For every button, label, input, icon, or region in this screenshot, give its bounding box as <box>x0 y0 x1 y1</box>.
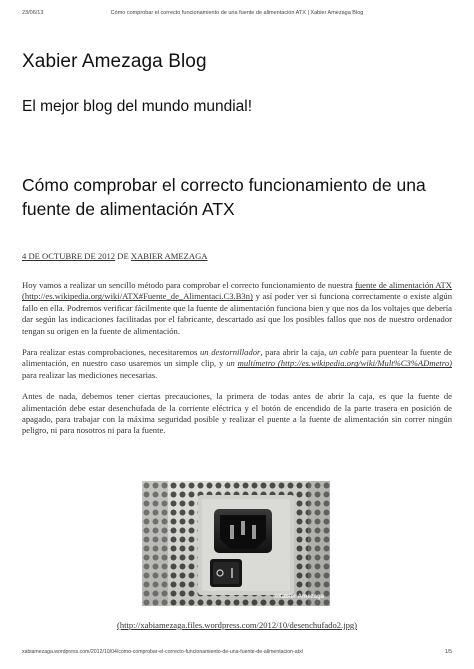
post-by-label: DE <box>117 251 129 261</box>
print-date: 23/06/13 <box>22 10 44 16</box>
paragraph-text: para puentear la fuente de alimentación, en nuestro caso usaremos un simple clip, y <box>22 347 452 369</box>
tool-screwdriver: un destornillador <box>200 347 261 358</box>
multimeter-wikipedia-link[interactable] <box>238 358 452 368</box>
unplugged-psu-photo[interactable] <box>142 481 330 606</box>
blog-title[interactable]: Xabier Amezaga Blog <box>22 51 207 72</box>
post-meta <box>22 251 208 261</box>
print-page-title: Cómo comprobar el correcto funcionamiento de una fuente de alimentación ATX | Xabier Amezaga Blog <box>110 10 364 16</box>
multimeter-link-text: multímetro (http://es.wikipedia.org/wiki/Mult%C3%ADmetro) <box>237 358 452 369</box>
paragraph-tools <box>22 347 452 381</box>
post-author-link[interactable]: XABIER AMEZAGA <box>130 251 208 261</box>
paragraph-text: , para abrir la caja, <box>260 347 329 358</box>
atx-wikipedia-link[interactable]: fuente de alimentación ATX (http://es.wikipedia.org/wiki/ATX#Fuente_de_Alimentaci.C3.B3n) <box>22 280 452 302</box>
photo-source-link[interactable]: (http://xabiamezaga.files.wordpress.com/2012/10/desenchufado2.jpg) <box>116 620 358 630</box>
paragraph-text: Hoy vamos a realizar un sencillo método para comprobar el correcto funcionamiento de nuestra <box>22 280 355 290</box>
photo-watermark: ©Xabier Amezaga <box>273 594 324 600</box>
post-date-link[interactable]: 4 DE OCTUBRE DE 2012 <box>22 251 116 261</box>
paragraph-text: para realizar las mediciones necesarias. <box>22 369 158 380</box>
paragraph-text: Para realizar estas comprobaciones, necesitaremos <box>22 347 200 358</box>
paragraph-intro <box>22 280 452 337</box>
paragraph-text: y así poder ver si funciona correctamente o existe algún fallo en ella. Podremos verificar fácilmente que la fuente de alimentación funciona bien y que nos da los voltajes que debería dar según las indicaciones facilitadas por el fabricante, descartado así que los posibles fallos que nos de nuestro ordenador tengan su origen en la fuente de alimentación. <box>22 291 452 336</box>
photo-link-caption <box>0 620 474 630</box>
print-footer <box>22 649 452 659</box>
print-url: xabiamezaga.wordpress.com/2012/10/04/como-comprobar-el-correcto-funcionamiento-de-una-fuente-de-alimentacion-atx/ <box>22 649 304 655</box>
psu-photo-graphic <box>142 481 330 606</box>
blog-description: El mejor blog del mundo mundial! <box>22 98 253 115</box>
paragraph-precautions: Antes de nada, debemos tener ciertas precauciones, la primera de todas antes de abrir la caja, es que la fuente de alimentación debe estar desenchufada de la corriente eléctrica y el botón de encendido de la parte trasera en posición de apagado, para trabajar con la máxima seguridad posible y realizar el puente a la fuente de alimentación sin correr ningún peligro, ni para nosotros ni para la fuente. <box>22 391 452 436</box>
tool-article: un <box>226 358 235 369</box>
print-page-number: 1/5 <box>444 649 452 655</box>
post-title: Cómo comprobar el correcto funcionamiento de una fuente de alimentación ATX <box>22 175 426 219</box>
post-content <box>22 280 452 447</box>
tool-cable: un cable <box>328 347 359 358</box>
print-header <box>22 10 452 20</box>
